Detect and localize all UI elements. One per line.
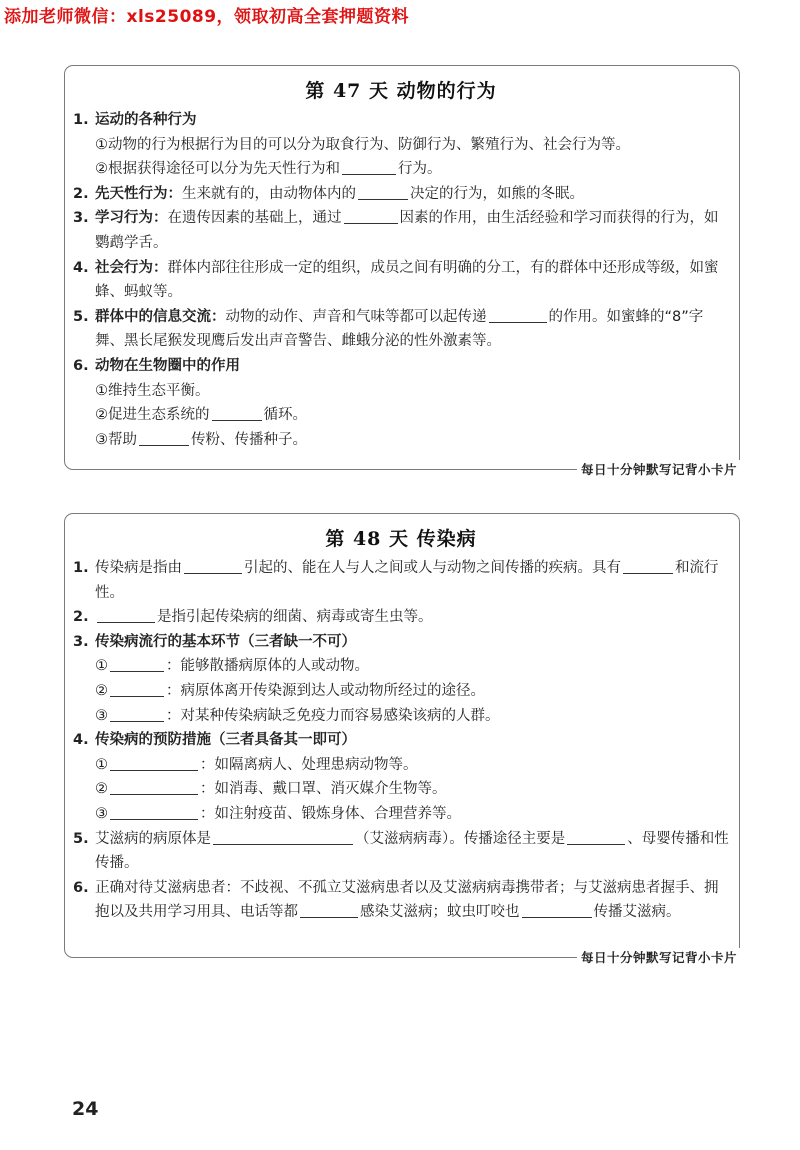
answer-blank[interactable] xyxy=(184,559,242,575)
item-6: 6. 动物在生物圈中的作用 xyxy=(73,357,240,374)
item-1a: ①动物的行为根据行为目的可以分为取食行为、防御行为、繁殖行为、社会行为等。 xyxy=(95,136,630,153)
answer-blank[interactable] xyxy=(213,829,353,845)
card-title: 第 47 天 动物的行为 xyxy=(305,80,497,102)
answer-blank[interactable] xyxy=(300,903,358,919)
item-4: 4. 传染病的预防措施（三者具备其一即可） xyxy=(73,732,356,749)
item-6c: ③帮助 传粉、传播种子。 xyxy=(95,431,307,448)
item-1b: ②根据获得途径可以分为先天性行为和 行为。 xyxy=(95,161,442,178)
answer-blank[interactable] xyxy=(110,755,198,771)
answer-blank[interactable] xyxy=(344,209,398,225)
flashcard-day-47 xyxy=(64,65,740,477)
answer-blank[interactable] xyxy=(110,804,198,820)
item-4: 4. 社会行为：群体内部往往形成一定的组织，成员之间有明确的分工，有的群体中还形成等级，如蜜蜂、蚂蚁等。 xyxy=(73,259,719,301)
card-title: 第 48 天 传染病 xyxy=(325,528,477,550)
answer-blank[interactable] xyxy=(212,406,262,422)
answer-blank[interactable] xyxy=(110,780,198,796)
item-3c: ③ ：对某种传染病缺乏免疫力而容易感染该病的人群。 xyxy=(95,707,500,724)
item-6b: ②促进生态系统的 循环。 xyxy=(95,407,307,424)
item-4b: ② ：如消毒、戴口罩、消灭媒介生物等。 xyxy=(95,781,447,798)
answer-blank[interactable] xyxy=(110,657,164,673)
item-5: 5. 群体中的信息交流：动物的动作、声音和气味等都可以起传递 的作用。如蜜蜂的“8”字舞、黑长尾猴发现鹰后发出声音警告、雌蛾分泌的性外激素等。 xyxy=(73,308,704,350)
answer-blank[interactable] xyxy=(489,307,547,323)
item-3a: ① ：能够散播病原体的人或动物。 xyxy=(95,658,369,675)
answer-blank[interactable] xyxy=(97,608,155,624)
item-2: 2. 先天性行为：生来就有的，由动物体内的 决定的行为，如熊的冬眠。 xyxy=(73,185,584,202)
item-1: 1. 运动的各种行为 xyxy=(73,112,197,128)
answer-blank[interactable] xyxy=(110,706,164,722)
card-footer-tag: 每日十分钟默写记背小卡片 xyxy=(577,460,741,478)
item-5: 5. 艾滋病的病原体是 （艾滋病病毒）。传播途径主要是 、母婴传播和性传播。 xyxy=(73,830,729,872)
answer-blank[interactable] xyxy=(342,160,396,176)
page-number: 24 xyxy=(72,1098,99,1120)
item-3: 3. 学习行为：在遗传因素的基础上，通过 因素的作用，由生活经验和学习而获得的行为，如鹦鹉学舌。 xyxy=(73,210,719,251)
item-4c: ③ ：如注射疫苗、锻炼身体、合理营养等。 xyxy=(95,805,461,822)
card-footer-tag: 每日十分钟默写记背小卡片 xyxy=(577,948,741,966)
item-1: 1. 传染病是指由 引起的、能在人与人之间或人与动物之间传播的疾病。具有 和流行性。 xyxy=(73,560,719,601)
promo-banner: 添加老师微信：xls25089，领取初高全套押题资料 xyxy=(4,7,410,27)
item-3: 3. 传染病流行的基本环节（三者缺一不可） xyxy=(73,633,356,650)
item-2: 2. 是指引起传染病的细菌、病毒或寄生虫等。 xyxy=(73,609,433,626)
item-4a: ① ：如隔离病人、处理患病动物等。 xyxy=(95,756,418,773)
answer-blank[interactable] xyxy=(139,430,189,446)
answer-blank[interactable] xyxy=(522,903,592,919)
answer-blank[interactable] xyxy=(567,829,625,845)
item-6a: ①维持生态平衡。 xyxy=(95,382,210,399)
answer-blank[interactable] xyxy=(110,681,164,697)
answer-blank[interactable] xyxy=(358,184,408,200)
item-6: 6. 正确对待艾滋病患者：不歧视、不孤立艾滋病患者以及艾滋病病毒携带者；与艾滋病患者握手、拥抱以及共用学习用具、电话等都 感染艾滋病；蚊虫叮咬也 传播艾滋病。 xyxy=(73,879,719,921)
answer-blank[interactable] xyxy=(623,559,673,575)
item-3b: ② ：病原体离开传染源到达人或动物所经过的途径。 xyxy=(95,682,485,699)
flashcard-day-48 xyxy=(64,513,740,965)
